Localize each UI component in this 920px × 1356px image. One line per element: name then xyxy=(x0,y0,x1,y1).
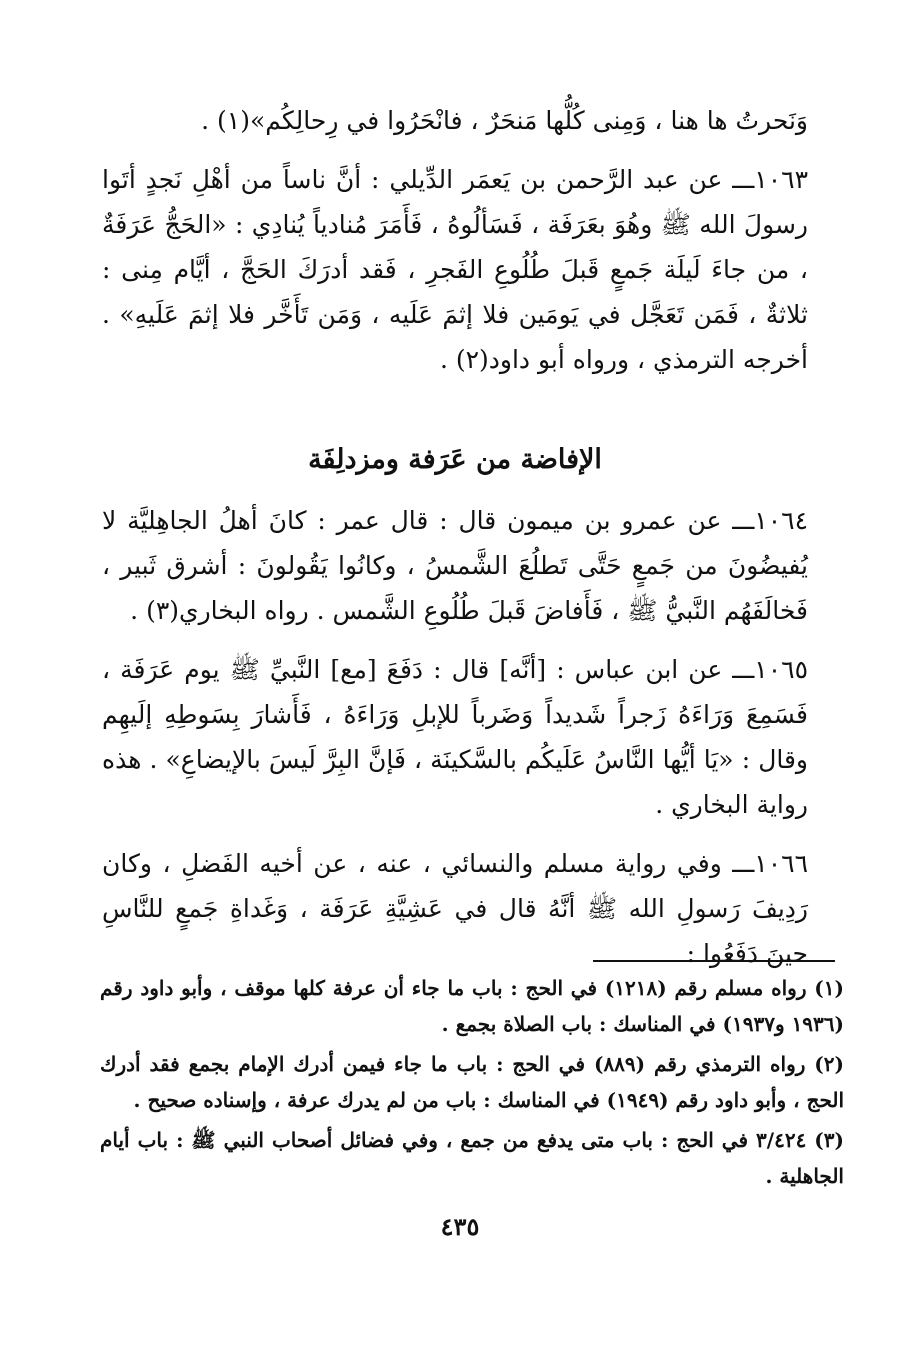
main-text xyxy=(102,98,808,990)
footnote-divider xyxy=(593,960,835,962)
section-heading: الإفاضة من عَرَفة ومزدلِفَة xyxy=(308,444,602,475)
paragraph-1066: ١٠٦٦ـــ وفي رواية مسلم والنسائي ، عنه ، عن أخيه الفَضلِ ، وكان رَدِيفَ رَسولِ الله ﷺ أنَّهُ قال في عَشِيَّةِ عَرَفَة ، وَغَداةِ جَمعٍ للنَّاسِ حينَ دَفَعُوا : xyxy=(102,849,808,968)
paragraph-continuation: وَنَحرتُ ها هنا ، وَمِنى كُلُّها مَنحَرٌ ، فانْحَرُوا في رِحالِكُم»(١) . xyxy=(201,106,808,135)
footnote-2: (٢) رواه الترمذي رقم (٨٨٩) في الحج : باب ما جاء فيمن أدرك الإمام بجمع فقد أدرك الحج ، وأبو داود رقم (١٩٤٩) في المناسك : باب من لم يدرك عرفة ، وإسناده صحيح . xyxy=(100,1052,844,1112)
footnotes xyxy=(100,970,844,1198)
footnote-1: (١) رواه مسلم رقم (١٢١٨) في الحج : باب ما جاء أن عرفة كلها موقف ، وأبو داود رقم (١٩٣٦ و١٩٣٧) في المناسك : باب الصلاة بجمع . xyxy=(100,976,844,1036)
paragraph-1065: ١٠٦٥ـــ عن ابن عباس : [أنَّه] قال : دَفَعَ [مع] النَّبيِّ ﷺ يوم عَرَفَة ، فَسَمِعَ وَرَاءَهُ زَجراً شَديداً وَضَرباً للإبلِ وَرَاءَهُ ، فَأَشارَ بِسَوطِهِ إلَيهِم وقال : «يَا أيُّها النَّاسُ عَلَيكُم بالسَّكينَة ، فَإنَّ البِرَّ لَيسَ بالإيضاعِ» . هذه رواية البخاري . xyxy=(102,655,808,819)
paragraph-1064: ١٠٦٤ـــ عن عمرو بن ميمون قال : قال عمر : كانَ أهلُ الجاهِليَّة لا يُفيضُونَ من جَمعٍ حَتَّى تَطلُعَ الشَّمسُ ، وكانُوا يَقُولونَ : أشرق ثَبير ، فَخالَفَهُم النَّبيُّ ﷺ ، فَأَفاضَ قَبلَ طُلُوعِ الشَّمس . رواه البخاري(٣) . xyxy=(102,506,808,625)
footnote-3: (٣) ٣/٤٢٤ في الحج : باب متى يدفع من جمع ، وفي فضائل أصحاب النبي ﷺ : باب أيام الجاهلية . xyxy=(100,1128,844,1188)
page-number: ٤٣٥ xyxy=(440,1212,480,1241)
paragraph-1063: ١٠٦٣ـــ عن عبد الرَّحمن بن يَعمَر الدِّيلي : أنَّ ناساً من أهْلِ نَجدٍ أتَوا رسولَ الله ﷺ وهُوَ بعَرَفَة ، فَسَألُوهُ ، فَأَمَرَ مُنادياً يُنادِي : «الحَجُّ عَرَفَةٌ ، من جاءَ لَيلَة جَمعٍ قَبلَ طُلُوعِ الفَجرِ ، فَقد أدرَكَ الحَجَّ ، أيَّام مِنى : ثلاثةٌ ، فَمَن تَعَجَّل في يَومَين فلا إثمَ عَلَيه ، وَمَن تَأَخَّر فلا إثمَ عَلَيهِ» . أخرجه الترمذي ، ورواه أبو داود(٢) . xyxy=(102,165,808,374)
